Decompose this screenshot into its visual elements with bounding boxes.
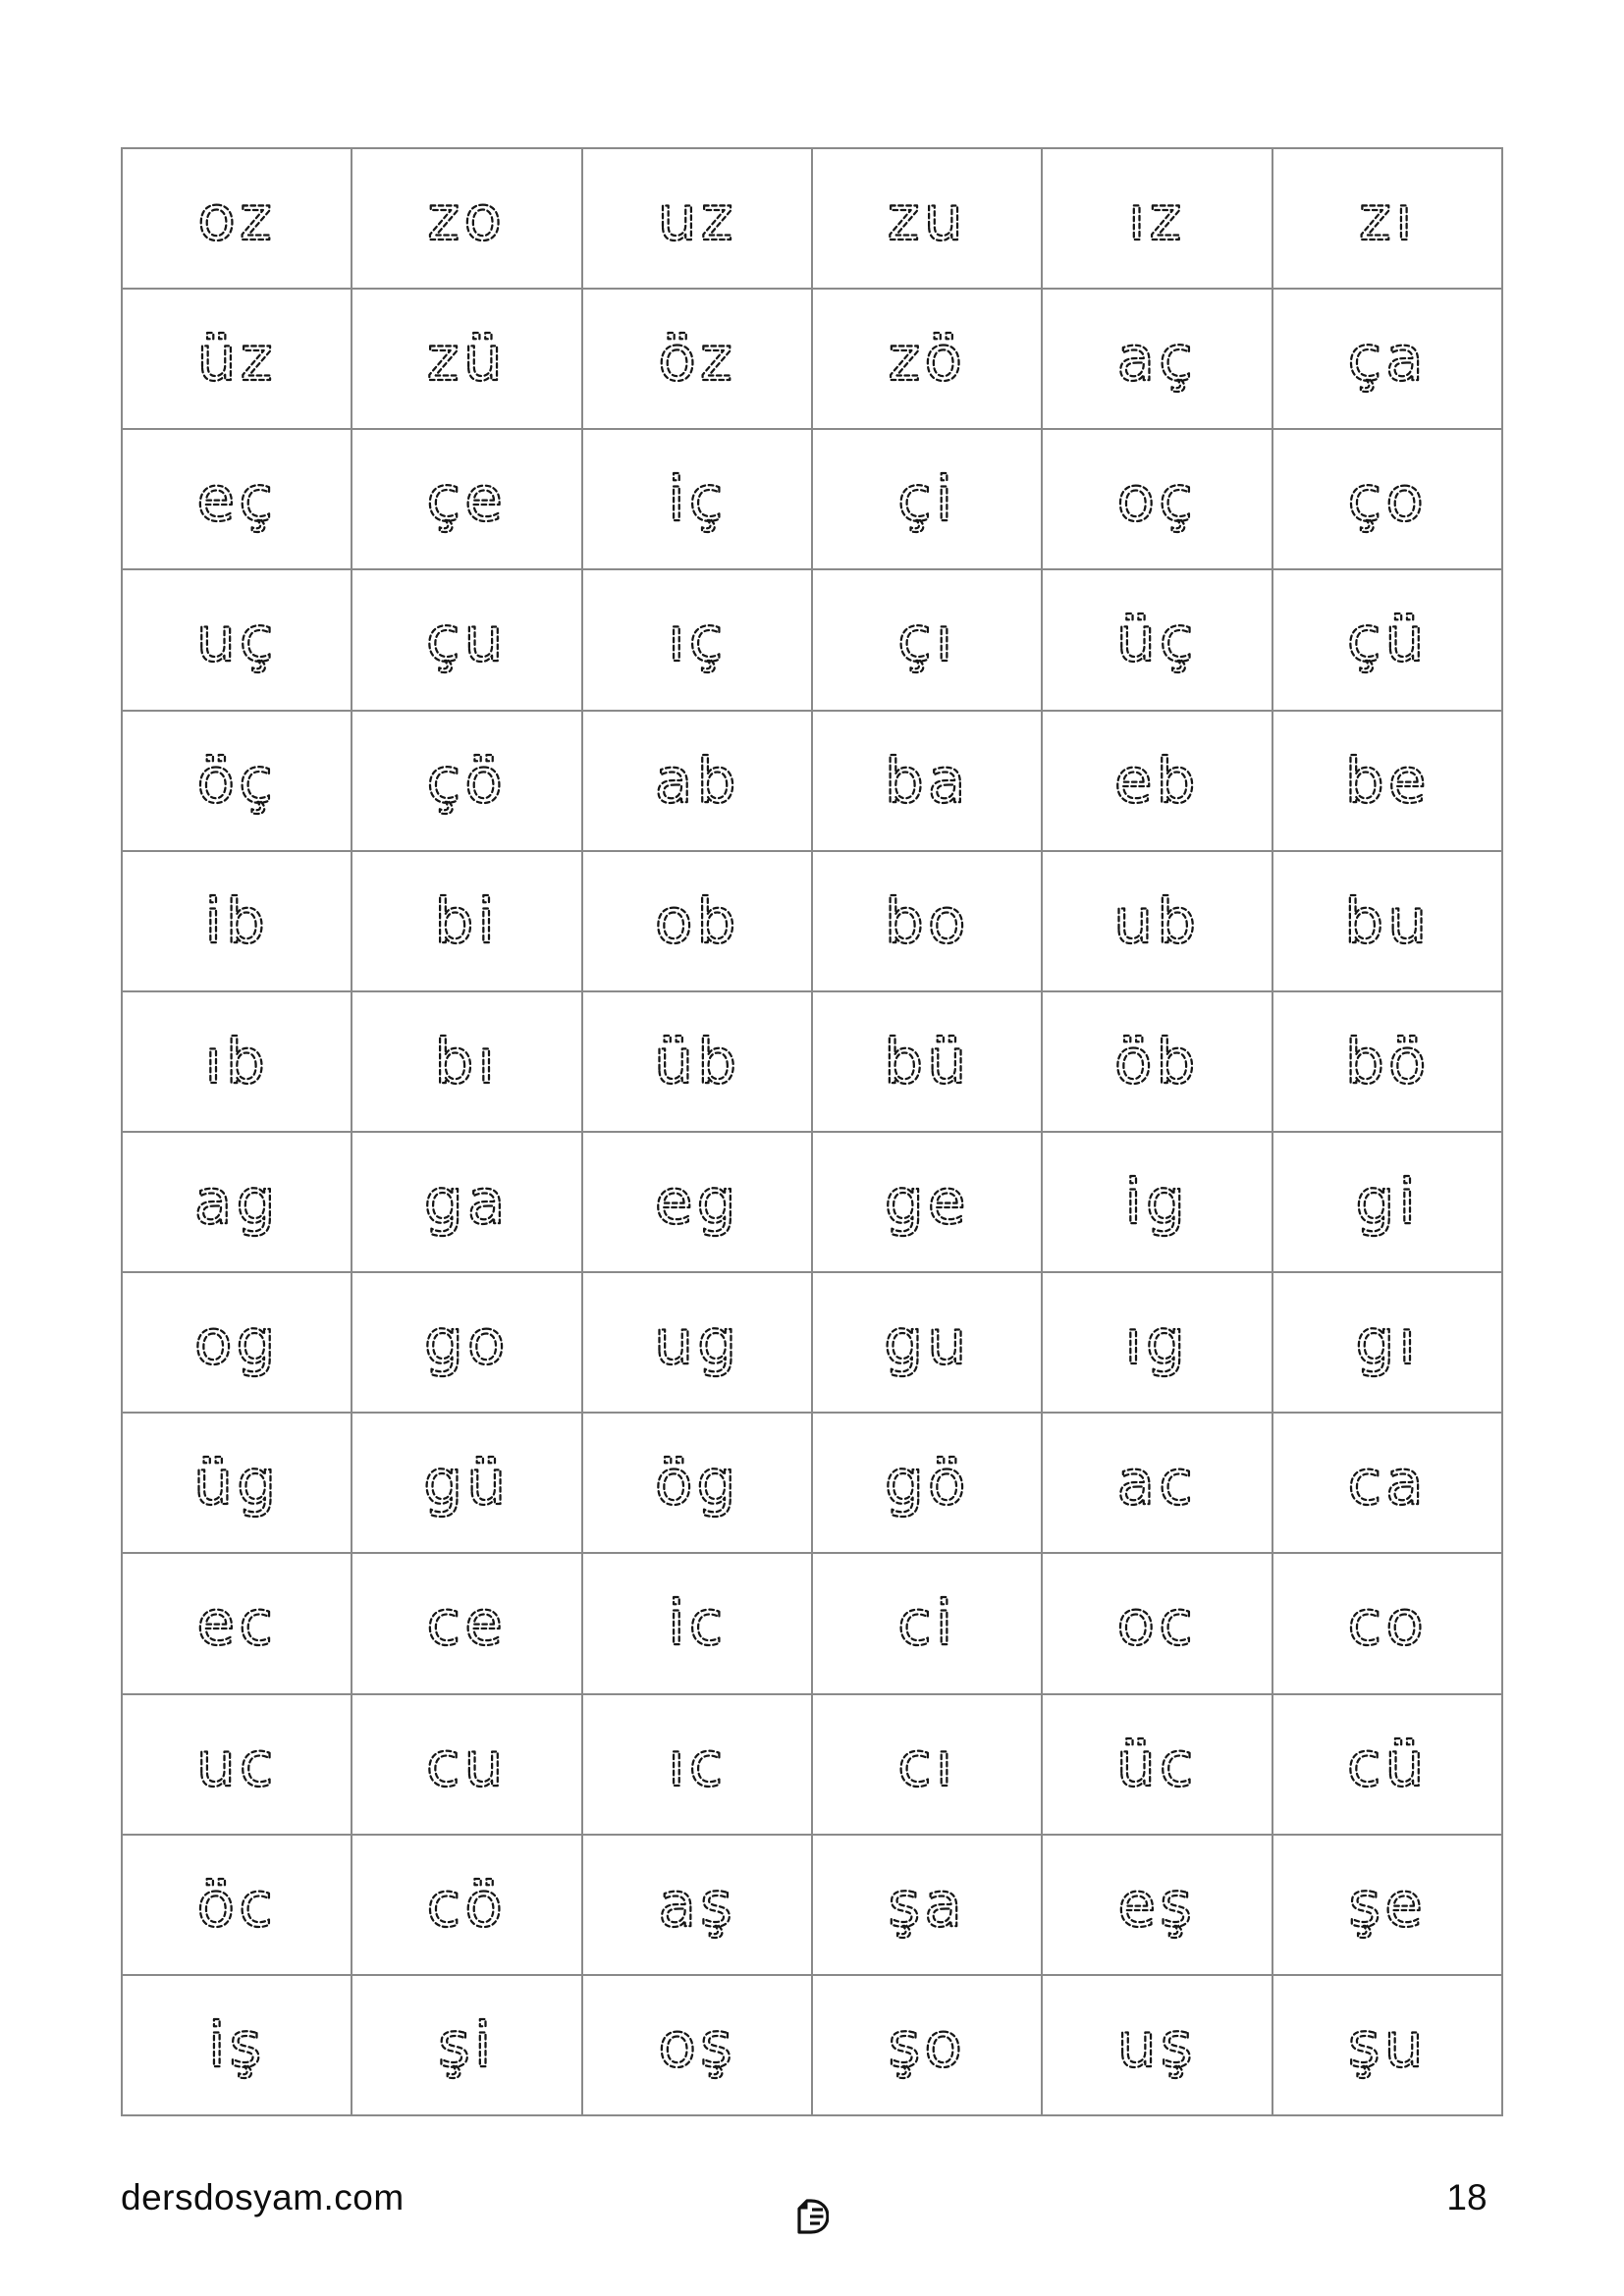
trace-cell-r1c5 bbox=[1043, 149, 1271, 288]
trace-letters-svg bbox=[1043, 570, 1271, 709]
trace-cell-r4c4 bbox=[813, 570, 1041, 709]
trace-cell-r7c6 bbox=[1273, 992, 1501, 1131]
trace-letters-svg bbox=[1043, 992, 1271, 1131]
trace-cell-r10c4 bbox=[813, 1414, 1041, 1552]
trace-letters: eş bbox=[1117, 1867, 1197, 1941]
trace-letters-svg bbox=[1273, 1273, 1501, 1412]
trace-letters: cö bbox=[426, 1867, 508, 1941]
trace-cell-r12c6 bbox=[1273, 1695, 1501, 1834]
trace-cell-r5c3 bbox=[583, 712, 811, 850]
trace-letters: üc bbox=[1116, 1727, 1198, 1800]
trace-letters-svg bbox=[1273, 1695, 1501, 1834]
trace-cell-r5c4 bbox=[813, 712, 1041, 850]
trace-letters-svg bbox=[352, 1133, 580, 1271]
trace-letters-svg bbox=[813, 712, 1041, 850]
trace-letters: ci bbox=[897, 1586, 957, 1660]
trace-letters: bo bbox=[884, 883, 970, 957]
trace-cell-r14c4 bbox=[813, 1976, 1041, 2114]
trace-letters-svg bbox=[352, 570, 580, 709]
trace-cell-r12c4 bbox=[813, 1695, 1041, 1834]
trace-cell-r14c6 bbox=[1273, 1976, 1501, 2114]
trace-cell-r3c5 bbox=[1043, 430, 1271, 568]
trace-letters: aş bbox=[658, 1867, 736, 1941]
trace-cell-r6c6 bbox=[1273, 852, 1501, 990]
trace-cell-r13c1 bbox=[123, 1836, 351, 1974]
trace-letters: gü bbox=[423, 1446, 511, 1520]
trace-letters-svg bbox=[123, 1836, 351, 1974]
trace-letters-svg bbox=[583, 1695, 811, 1834]
trace-letters-svg bbox=[583, 1273, 811, 1412]
trace-cell-r12c3 bbox=[583, 1695, 811, 1834]
trace-letters: uc bbox=[195, 1727, 278, 1800]
trace-cell-r3c1 bbox=[123, 430, 351, 568]
trace-grid bbox=[121, 147, 1503, 2116]
trace-letters-svg bbox=[1043, 1554, 1271, 1692]
trace-letters: co bbox=[1347, 1586, 1428, 1660]
trace-cell-r10c3 bbox=[583, 1414, 811, 1552]
dersdosyam-logo-icon bbox=[785, 2195, 829, 2238]
trace-letters: zö bbox=[888, 321, 966, 395]
trace-letters: ıg bbox=[1124, 1305, 1190, 1378]
trace-letters-svg bbox=[1273, 570, 1501, 709]
trace-letters-svg bbox=[123, 570, 351, 709]
trace-cell-r11c6 bbox=[1273, 1554, 1501, 1692]
trace-letters-svg bbox=[813, 992, 1041, 1131]
trace-letters-svg bbox=[123, 149, 351, 288]
trace-letters: zo bbox=[427, 181, 507, 254]
trace-cell-r7c1 bbox=[123, 992, 351, 1131]
trace-letters: ab bbox=[654, 743, 740, 817]
trace-letters-svg bbox=[352, 1695, 580, 1834]
trace-letters-svg bbox=[1273, 852, 1501, 990]
trace-cell-r13c5 bbox=[1043, 1836, 1271, 1974]
trace-letters-svg bbox=[1273, 430, 1501, 568]
trace-letters-svg bbox=[1273, 290, 1501, 428]
trace-letters: ag bbox=[193, 1164, 280, 1238]
trace-letters: iş bbox=[207, 2007, 266, 2081]
trace-letters-svg bbox=[1273, 1133, 1501, 1271]
trace-letters: go bbox=[424, 1305, 510, 1378]
trace-cell-r14c2 bbox=[352, 1976, 580, 2114]
trace-letters-svg bbox=[583, 1133, 811, 1271]
trace-letters: ig bbox=[1124, 1164, 1190, 1238]
trace-letters: şu bbox=[1347, 2007, 1428, 2081]
trace-cell-r7c3 bbox=[583, 992, 811, 1131]
trace-letters-svg bbox=[352, 992, 580, 1131]
trace-letters-svg bbox=[813, 290, 1041, 428]
trace-cell-r14c1 bbox=[123, 1976, 351, 2114]
trace-cell-r7c5 bbox=[1043, 992, 1271, 1131]
trace-cell-r4c6 bbox=[1273, 570, 1501, 709]
trace-cell-r8c6 bbox=[1273, 1133, 1501, 1271]
trace-letters: ız bbox=[1128, 181, 1186, 254]
trace-cell-r10c1 bbox=[123, 1414, 351, 1552]
trace-letters: cı bbox=[897, 1727, 957, 1800]
trace-letters-svg bbox=[123, 290, 351, 428]
trace-letters-svg bbox=[813, 1273, 1041, 1412]
trace-letters-svg bbox=[583, 430, 811, 568]
trace-letters: ıç bbox=[667, 603, 727, 676]
trace-letters: ac bbox=[1116, 1446, 1198, 1520]
trace-letters: eg bbox=[654, 1164, 740, 1238]
trace-letters: şo bbox=[888, 2007, 966, 2081]
trace-cell-r7c2 bbox=[352, 992, 580, 1131]
trace-cell-r9c2 bbox=[352, 1273, 580, 1412]
trace-letters: gu bbox=[884, 1305, 971, 1378]
trace-letters-svg bbox=[1043, 712, 1271, 850]
trace-cell-r3c2 bbox=[352, 430, 580, 568]
trace-letters-svg bbox=[352, 290, 580, 428]
trace-cell-r11c5 bbox=[1043, 1554, 1271, 1692]
trace-letters-svg bbox=[813, 1976, 1041, 2114]
trace-cell-r8c2 bbox=[352, 1133, 580, 1271]
trace-letters-svg bbox=[1043, 1836, 1271, 1974]
trace-letters-svg bbox=[813, 852, 1041, 990]
trace-cell-r5c5 bbox=[1043, 712, 1271, 850]
trace-letters-svg bbox=[583, 992, 811, 1131]
trace-letters: bö bbox=[1344, 1024, 1431, 1097]
trace-cell-r4c5 bbox=[1043, 570, 1271, 709]
trace-letters: ıb bbox=[204, 1024, 269, 1097]
trace-cell-r1c4 bbox=[813, 149, 1041, 288]
trace-letters: bı bbox=[434, 1024, 500, 1097]
trace-cell-r3c4 bbox=[813, 430, 1041, 568]
trace-letters: oz bbox=[197, 181, 277, 254]
trace-letters-svg bbox=[352, 712, 580, 850]
trace-cell-r1c1 bbox=[123, 149, 351, 288]
trace-letters-svg bbox=[1043, 1695, 1271, 1834]
trace-cell-r2c3 bbox=[583, 290, 811, 428]
trace-letters-svg bbox=[1043, 1273, 1271, 1412]
trace-letters-svg bbox=[352, 1414, 580, 1552]
trace-letters: zı bbox=[1358, 181, 1417, 254]
trace-letters-svg bbox=[583, 1976, 811, 2114]
trace-letters: uç bbox=[195, 603, 278, 676]
trace-letters-svg bbox=[813, 1836, 1041, 1974]
trace-letters-svg bbox=[123, 1554, 351, 1692]
trace-letters-svg bbox=[1273, 149, 1501, 288]
trace-letters-svg bbox=[123, 712, 351, 850]
trace-cell-r1c2 bbox=[352, 149, 580, 288]
trace-letters: şi bbox=[438, 2007, 496, 2081]
trace-letters-svg bbox=[123, 430, 351, 568]
trace-letters: üç bbox=[1116, 603, 1198, 676]
trace-letters-svg bbox=[1273, 1976, 1501, 2114]
trace-cell-r9c1 bbox=[123, 1273, 351, 1412]
trace-letters-svg bbox=[1043, 852, 1271, 990]
trace-cell-r10c2 bbox=[352, 1414, 580, 1552]
trace-letters-svg bbox=[813, 149, 1041, 288]
trace-letters: uş bbox=[1117, 2007, 1197, 2081]
trace-letters: ic bbox=[667, 1586, 727, 1660]
trace-letters-svg bbox=[813, 1133, 1041, 1271]
trace-letters: öz bbox=[657, 321, 736, 395]
trace-letters-svg bbox=[583, 149, 811, 288]
trace-letters: şa bbox=[888, 1867, 966, 1941]
trace-cell-r9c5 bbox=[1043, 1273, 1271, 1412]
trace-letters: ob bbox=[654, 883, 740, 957]
trace-letters: çı bbox=[897, 603, 957, 676]
trace-letters: ıc bbox=[667, 1727, 727, 1800]
trace-cell-r13c3 bbox=[583, 1836, 811, 1974]
trace-letters: çö bbox=[426, 743, 508, 817]
trace-cell-r5c1 bbox=[123, 712, 351, 850]
trace-cell-r12c2 bbox=[352, 1695, 580, 1834]
trace-letters: be bbox=[1344, 743, 1431, 817]
trace-letters: öc bbox=[196, 1867, 277, 1941]
trace-letters: og bbox=[193, 1305, 280, 1378]
trace-letters-svg bbox=[352, 149, 580, 288]
trace-cell-r7c4 bbox=[813, 992, 1041, 1131]
footer-website: dersdosyam.com bbox=[121, 2177, 405, 2217]
trace-cell-r11c4 bbox=[813, 1554, 1041, 1692]
trace-letters: eç bbox=[196, 462, 277, 536]
trace-letters-svg bbox=[123, 1414, 351, 1552]
trace-letters-svg bbox=[813, 1414, 1041, 1552]
trace-cell-r2c4 bbox=[813, 290, 1041, 428]
trace-letters-svg bbox=[583, 852, 811, 990]
trace-cell-r8c4 bbox=[813, 1133, 1041, 1271]
trace-letters-svg bbox=[123, 1976, 351, 2114]
trace-cell-r13c2 bbox=[352, 1836, 580, 1974]
trace-letters: şe bbox=[1347, 1867, 1427, 1941]
trace-letters-svg bbox=[1043, 430, 1271, 568]
trace-letters: oc bbox=[1116, 1586, 1198, 1660]
trace-letters-svg bbox=[1273, 712, 1501, 850]
trace-letters-svg bbox=[1273, 1414, 1501, 1552]
trace-cell-r4c2 bbox=[352, 570, 580, 709]
trace-letters: üg bbox=[193, 1446, 281, 1520]
trace-cell-r11c2 bbox=[352, 1554, 580, 1692]
trace-letters: ib bbox=[204, 883, 269, 957]
trace-cell-r1c6 bbox=[1273, 149, 1501, 288]
trace-letters-svg bbox=[123, 852, 351, 990]
trace-letters-svg bbox=[583, 1836, 811, 1974]
trace-cell-r4c3 bbox=[583, 570, 811, 709]
trace-letters: bu bbox=[1343, 883, 1431, 957]
trace-letters-svg bbox=[352, 1976, 580, 2114]
trace-letters-svg bbox=[1043, 290, 1271, 428]
trace-cell-r8c5 bbox=[1043, 1133, 1271, 1271]
trace-cell-r3c3 bbox=[583, 430, 811, 568]
trace-letters-svg bbox=[123, 1273, 351, 1412]
trace-letters: ög bbox=[654, 1446, 740, 1520]
trace-letters-svg bbox=[583, 570, 811, 709]
trace-letters: zü bbox=[426, 321, 508, 395]
trace-letters-svg bbox=[813, 570, 1041, 709]
trace-letters: aç bbox=[1116, 321, 1198, 395]
trace-letters: oş bbox=[658, 2007, 736, 2081]
trace-cell-r2c2 bbox=[352, 290, 580, 428]
trace-letters: öb bbox=[1114, 1024, 1200, 1097]
trace-letters-svg bbox=[1043, 1976, 1271, 2114]
trace-letters: çe bbox=[426, 462, 508, 536]
trace-cell-r10c6 bbox=[1273, 1414, 1501, 1552]
trace-cell-r9c6 bbox=[1273, 1273, 1501, 1412]
trace-cell-r6c2 bbox=[352, 852, 580, 990]
trace-letters-svg bbox=[583, 290, 811, 428]
trace-cell-r8c1 bbox=[123, 1133, 351, 1271]
trace-letters-svg bbox=[352, 430, 580, 568]
trace-letters-svg bbox=[1273, 1836, 1501, 1974]
trace-cell-r6c3 bbox=[583, 852, 811, 990]
trace-letters-svg bbox=[583, 1414, 811, 1552]
trace-letters-svg bbox=[583, 1554, 811, 1692]
trace-letters: ec bbox=[196, 1586, 277, 1660]
trace-cell-r9c4 bbox=[813, 1273, 1041, 1412]
trace-letters-svg bbox=[352, 852, 580, 990]
trace-letters-svg bbox=[123, 1133, 351, 1271]
trace-cell-r1c3 bbox=[583, 149, 811, 288]
trace-letters: çi bbox=[897, 462, 957, 536]
trace-cell-r2c5 bbox=[1043, 290, 1271, 428]
trace-cell-r3c6 bbox=[1273, 430, 1501, 568]
trace-letters: ug bbox=[653, 1305, 740, 1378]
trace-letters-svg bbox=[813, 1695, 1041, 1834]
trace-letters: oç bbox=[1116, 462, 1198, 536]
trace-letters: ub bbox=[1113, 883, 1201, 957]
trace-letters: üz bbox=[196, 321, 277, 395]
trace-cell-r11c3 bbox=[583, 1554, 811, 1692]
trace-letters: gi bbox=[1355, 1164, 1420, 1238]
trace-letters-svg bbox=[1043, 1414, 1271, 1552]
trace-letters-svg bbox=[352, 1836, 580, 1974]
trace-cell-r6c5 bbox=[1043, 852, 1271, 990]
trace-letters-svg bbox=[1273, 992, 1501, 1131]
trace-cell-r2c6 bbox=[1273, 290, 1501, 428]
trace-letters-svg bbox=[813, 430, 1041, 568]
trace-letters: çü bbox=[1346, 603, 1429, 676]
trace-cell-r5c2 bbox=[352, 712, 580, 850]
trace-cell-r5c6 bbox=[1273, 712, 1501, 850]
trace-letters: ça bbox=[1347, 321, 1428, 395]
trace-letters-svg bbox=[1043, 149, 1271, 288]
trace-letters: ca bbox=[1347, 1446, 1428, 1520]
trace-letters: eb bbox=[1114, 743, 1200, 817]
trace-letters: bi bbox=[434, 883, 500, 957]
trace-letters: öç bbox=[196, 743, 277, 817]
trace-letters: çu bbox=[426, 603, 508, 676]
trace-letters: ce bbox=[426, 1586, 508, 1660]
trace-letters-svg bbox=[352, 1273, 580, 1412]
trace-letters: cü bbox=[1346, 1727, 1429, 1800]
trace-cell-r9c3 bbox=[583, 1273, 811, 1412]
trace-cell-r8c3 bbox=[583, 1133, 811, 1271]
trace-cell-r2c1 bbox=[123, 290, 351, 428]
trace-letters-svg bbox=[813, 1554, 1041, 1692]
trace-letters: cu bbox=[426, 1727, 508, 1800]
trace-letters: ge bbox=[884, 1164, 970, 1238]
trace-cell-r4c1 bbox=[123, 570, 351, 709]
trace-letters-svg bbox=[1043, 1133, 1271, 1271]
trace-letters-svg bbox=[1273, 1554, 1501, 1692]
trace-cell-r11c1 bbox=[123, 1554, 351, 1692]
trace-letters: iç bbox=[667, 462, 727, 536]
trace-letters: gö bbox=[884, 1446, 970, 1520]
trace-cell-r6c1 bbox=[123, 852, 351, 990]
page-number: 18 bbox=[1446, 2177, 1488, 2217]
trace-letters: bü bbox=[884, 1024, 971, 1097]
trace-cell-r13c6 bbox=[1273, 1836, 1501, 1974]
trace-cell-r14c5 bbox=[1043, 1976, 1271, 2114]
trace-cell-r12c1 bbox=[123, 1695, 351, 1834]
trace-cell-r12c5 bbox=[1043, 1695, 1271, 1834]
trace-letters-svg bbox=[583, 712, 811, 850]
trace-letters-svg bbox=[352, 1554, 580, 1692]
trace-letters-svg bbox=[123, 992, 351, 1131]
trace-letters: gı bbox=[1355, 1305, 1420, 1378]
trace-letters: üb bbox=[653, 1024, 740, 1097]
trace-cell-r13c4 bbox=[813, 1836, 1041, 1974]
trace-letters: uz bbox=[657, 181, 737, 254]
trace-letters: zu bbox=[887, 181, 967, 254]
trace-cell-r14c3 bbox=[583, 1976, 811, 2114]
trace-letters: ga bbox=[424, 1164, 510, 1238]
trace-letters: ço bbox=[1347, 462, 1428, 536]
trace-cell-r10c5 bbox=[1043, 1414, 1271, 1552]
trace-letters-svg bbox=[123, 1695, 351, 1834]
trace-letters: ba bbox=[884, 743, 970, 817]
trace-cell-r6c4 bbox=[813, 852, 1041, 990]
